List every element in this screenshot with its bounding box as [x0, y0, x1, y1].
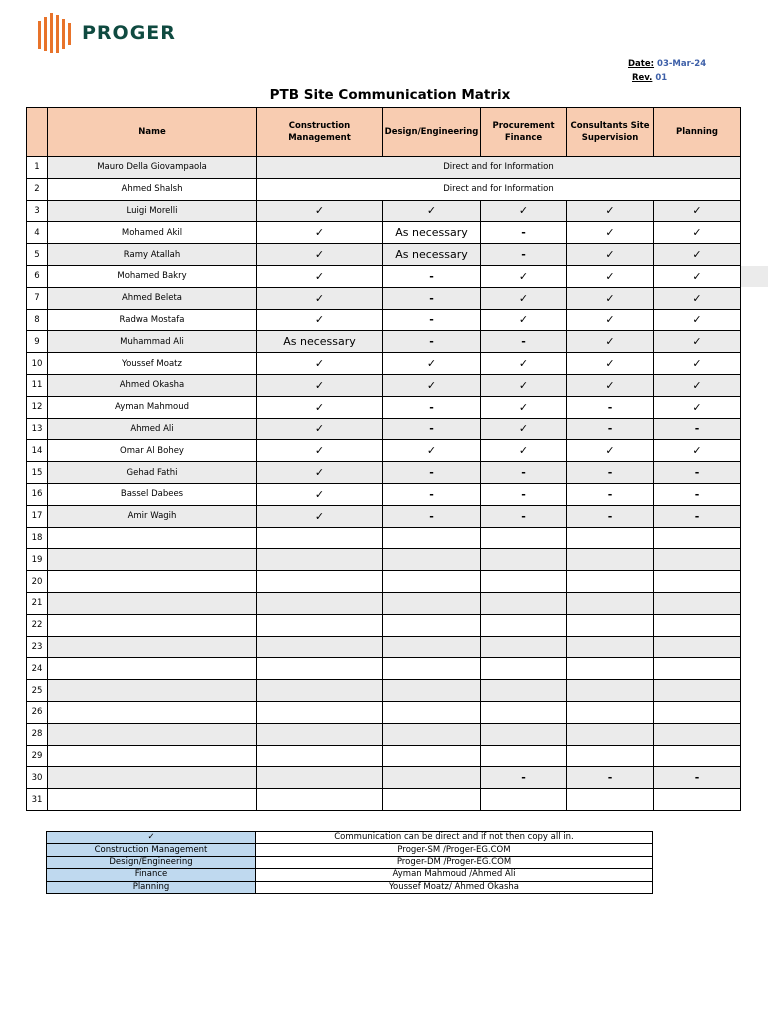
- table-row: [27, 571, 741, 593]
- cell-consultants-site-supervision: [567, 592, 654, 614]
- cell-planning: ✓: [654, 244, 741, 266]
- cell-construction-management: [257, 527, 383, 549]
- cell-consultants-site-supervision: ✓: [567, 374, 654, 396]
- table-row: [27, 592, 741, 614]
- row-number: 29: [27, 745, 48, 767]
- date-line: [628, 59, 706, 69]
- person-name: Ramy Atallah: [48, 244, 257, 266]
- table-row: [27, 767, 741, 789]
- table-row: [27, 701, 741, 723]
- cell-procurement-finance: -: [481, 767, 567, 789]
- merged-cell: Direct and for Information: [257, 157, 741, 179]
- header-construction-management: Construction Management: [257, 108, 383, 157]
- cell-planning: [654, 723, 741, 745]
- row-number: 10: [27, 353, 48, 375]
- cell-construction-management: ✓: [257, 244, 383, 266]
- cell-planning: -: [654, 418, 741, 440]
- cell-design-engineering: -: [383, 505, 481, 527]
- cell-consultants-site-supervision: ✓: [567, 265, 654, 287]
- person-name: [48, 789, 257, 811]
- header-number: [27, 108, 48, 157]
- cell-construction-management: [257, 701, 383, 723]
- cell-design-engineering: -: [383, 483, 481, 505]
- cell-construction-management: [257, 767, 383, 789]
- row-number: 16: [27, 483, 48, 505]
- cell-design-engineering: [383, 680, 481, 702]
- legend-key: Design/Engineering: [47, 856, 256, 868]
- cell-consultants-site-supervision: ✓: [567, 287, 654, 309]
- cell-procurement-finance: [481, 680, 567, 702]
- person-name: [48, 527, 257, 549]
- header-procurement-finance: Procurement Finance: [481, 108, 567, 157]
- cell-consultants-site-supervision: -: [567, 462, 654, 484]
- cell-consultants-site-supervision: -: [567, 418, 654, 440]
- cell-planning: [654, 636, 741, 658]
- cell-planning: [654, 614, 741, 636]
- person-name: Mauro Della Giovampaola: [48, 157, 257, 179]
- legend-value: Youssef Moatz/ Ahmed Okasha: [256, 881, 653, 893]
- cell-construction-management: ✓: [257, 483, 383, 505]
- cell-procurement-finance: -: [481, 483, 567, 505]
- row-number: 1: [27, 157, 48, 179]
- cell-consultants-site-supervision: ✓: [567, 353, 654, 375]
- cell-procurement-finance: [481, 571, 567, 593]
- cell-planning: ✓: [654, 287, 741, 309]
- cell-construction-management: ✓: [257, 222, 383, 244]
- row-number: 26: [27, 701, 48, 723]
- cell-design-engineering: [383, 571, 481, 593]
- cell-design-engineering: ✓: [383, 200, 481, 222]
- table-row: [27, 527, 741, 549]
- rev-label: Rev.: [632, 73, 653, 83]
- cell-planning: -: [654, 767, 741, 789]
- cell-construction-management: [257, 658, 383, 680]
- cell-procurement-finance: [481, 723, 567, 745]
- table-row: [27, 418, 741, 440]
- cell-design-engineering: [383, 767, 481, 789]
- legend-key: ✓: [47, 832, 256, 844]
- cell-procurement-finance: [481, 701, 567, 723]
- cell-design-engineering: -: [383, 287, 481, 309]
- person-name: Ahmed Shalsh: [48, 178, 257, 200]
- cell-design-engineering: As necessary: [383, 222, 481, 244]
- cell-planning: -: [654, 462, 741, 484]
- cell-consultants-site-supervision: [567, 614, 654, 636]
- date-value: 03-Mar-24: [657, 59, 707, 69]
- cell-consultants-site-supervision: ✓: [567, 200, 654, 222]
- cell-procurement-finance: ✓: [481, 353, 567, 375]
- brand-name: PROGER: [82, 22, 176, 44]
- cell-consultants-site-supervision: [567, 701, 654, 723]
- row-number: 11: [27, 374, 48, 396]
- proger-logo-icon: [38, 13, 72, 53]
- table-row: [27, 222, 741, 244]
- cell-design-engineering: -: [383, 309, 481, 331]
- person-name: Bassel Dabees: [48, 483, 257, 505]
- cell-procurement-finance: [481, 789, 567, 811]
- person-name: Amir Wagih: [48, 505, 257, 527]
- cell-design-engineering: -: [383, 331, 481, 353]
- legend-value: Proger-SM /Proger-EG.COM: [256, 844, 653, 856]
- row-number: 6: [27, 265, 48, 287]
- cell-construction-management: ✓: [257, 309, 383, 331]
- cell-consultants-site-supervision: ✓: [567, 440, 654, 462]
- row-number: 21: [27, 592, 48, 614]
- row-number: 25: [27, 680, 48, 702]
- table-row: [27, 265, 741, 287]
- row-number: 7: [27, 287, 48, 309]
- table-row: [27, 309, 741, 331]
- rev-line: [632, 73, 667, 83]
- page-title: PTB Site Communication Matrix: [269, 87, 511, 103]
- cell-consultants-site-supervision: -: [567, 483, 654, 505]
- row-number: 18: [27, 527, 48, 549]
- row-number: 23: [27, 636, 48, 658]
- cell-procurement-finance: ✓: [481, 418, 567, 440]
- cell-construction-management: [257, 592, 383, 614]
- cell-consultants-site-supervision: -: [567, 396, 654, 418]
- cell-planning: [654, 527, 741, 549]
- legend-row: [47, 881, 653, 893]
- cell-consultants-site-supervision: [567, 571, 654, 593]
- cell-design-engineering: -: [383, 265, 481, 287]
- cell-construction-management: ✓: [257, 374, 383, 396]
- person-name: Muhammad Ali: [48, 331, 257, 353]
- person-name: Mohamed Bakry: [48, 265, 257, 287]
- row-number: 15: [27, 462, 48, 484]
- row-number: 14: [27, 440, 48, 462]
- cell-planning: ✓: [654, 353, 741, 375]
- date-label: Date:: [628, 59, 655, 69]
- row-number: 4: [27, 222, 48, 244]
- cell-design-engineering: [383, 527, 481, 549]
- legend-key: Planning: [47, 881, 256, 893]
- table-row: [27, 178, 741, 200]
- cell-planning: ✓: [654, 265, 741, 287]
- row-number: 31: [27, 789, 48, 811]
- cell-design-engineering: -: [383, 418, 481, 440]
- cell-design-engineering: [383, 592, 481, 614]
- cell-procurement-finance: -: [481, 222, 567, 244]
- cell-planning: -: [654, 505, 741, 527]
- cell-construction-management: [257, 680, 383, 702]
- cell-design-engineering: [383, 614, 481, 636]
- row-number: 12: [27, 396, 48, 418]
- cell-design-engineering: ✓: [383, 374, 481, 396]
- table-row: [27, 462, 741, 484]
- cell-consultants-site-supervision: -: [567, 767, 654, 789]
- cell-design-engineering: [383, 789, 481, 811]
- rev-value: 01: [655, 73, 668, 83]
- person-name: [48, 571, 257, 593]
- legend-table: [46, 831, 653, 894]
- cell-consultants-site-supervision: [567, 789, 654, 811]
- legend-value: Ayman Mahmoud /Ahmed Ali: [256, 869, 653, 881]
- cell-planning: [654, 745, 741, 767]
- legend-row: [47, 856, 653, 868]
- cell-construction-management: [257, 723, 383, 745]
- cell-planning: ✓: [654, 396, 741, 418]
- cell-planning: ✓: [654, 331, 741, 353]
- legend-row: [47, 832, 653, 844]
- row-number: 22: [27, 614, 48, 636]
- table-row: [27, 680, 741, 702]
- row-number: 9: [27, 331, 48, 353]
- header-name: Name: [48, 108, 257, 157]
- cell-construction-management: ✓: [257, 440, 383, 462]
- cell-consultants-site-supervision: [567, 745, 654, 767]
- cell-planning: [654, 658, 741, 680]
- row-number: 3: [27, 200, 48, 222]
- cell-design-engineering: ✓: [383, 440, 481, 462]
- cell-construction-management: [257, 614, 383, 636]
- header-consultants-site-supervision: Consultants Site Supervision: [567, 108, 654, 157]
- cell-procurement-finance: ✓: [481, 309, 567, 331]
- table-row: [27, 440, 741, 462]
- legend-key: Finance: [47, 869, 256, 881]
- table-row: [27, 789, 741, 811]
- row-number: 5: [27, 244, 48, 266]
- cell-procurement-finance: ✓: [481, 287, 567, 309]
- cell-design-engineering: [383, 658, 481, 680]
- table-row: [27, 353, 741, 375]
- row-number: 30: [27, 767, 48, 789]
- person-name: Gehad Fathi: [48, 462, 257, 484]
- row-number: 20: [27, 571, 48, 593]
- cell-construction-management: [257, 549, 383, 571]
- cell-planning: [654, 549, 741, 571]
- cell-consultants-site-supervision: ✓: [567, 331, 654, 353]
- table-row: [27, 287, 741, 309]
- cell-planning: ✓: [654, 309, 741, 331]
- table-row: [27, 658, 741, 680]
- row-number: 8: [27, 309, 48, 331]
- table-row: [27, 614, 741, 636]
- person-name: [48, 767, 257, 789]
- legend-row: [47, 869, 653, 881]
- person-name: Ahmed Beleta: [48, 287, 257, 309]
- cell-design-engineering: -: [383, 462, 481, 484]
- person-name: [48, 723, 257, 745]
- cell-construction-management: ✓: [257, 396, 383, 418]
- cell-procurement-finance: ✓: [481, 374, 567, 396]
- row-number: 17: [27, 505, 48, 527]
- legend-value: Proger-DM /Proger-EG.COM: [256, 856, 653, 868]
- cell-construction-management: ✓: [257, 462, 383, 484]
- cell-consultants-site-supervision: ✓: [567, 309, 654, 331]
- cell-consultants-site-supervision: [567, 680, 654, 702]
- proger-logo: [38, 13, 176, 53]
- cell-planning: [654, 592, 741, 614]
- table-row: [27, 244, 741, 266]
- person-name: [48, 614, 257, 636]
- person-name: [48, 549, 257, 571]
- cell-design-engineering: [383, 549, 481, 571]
- cell-consultants-site-supervision: [567, 636, 654, 658]
- cell-design-engineering: ✓: [383, 353, 481, 375]
- header-planning: Planning: [654, 108, 741, 157]
- person-name: [48, 658, 257, 680]
- cell-construction-management: [257, 571, 383, 593]
- table-row: [27, 745, 741, 767]
- cell-procurement-finance: [481, 592, 567, 614]
- cell-construction-management: [257, 745, 383, 767]
- cell-procurement-finance: -: [481, 244, 567, 266]
- table-row: [27, 505, 741, 527]
- cell-planning: ✓: [654, 374, 741, 396]
- cell-consultants-site-supervision: [567, 723, 654, 745]
- person-name: [48, 680, 257, 702]
- edge-strip: [741, 266, 768, 287]
- cell-construction-management: ✓: [257, 287, 383, 309]
- table-row: [27, 549, 741, 571]
- cell-procurement-finance: [481, 636, 567, 658]
- cell-construction-management: ✓: [257, 353, 383, 375]
- person-name: Mohamed Akil: [48, 222, 257, 244]
- cell-procurement-finance: -: [481, 462, 567, 484]
- cell-consultants-site-supervision: -: [567, 505, 654, 527]
- legend-value: Communication can be direct and if not then copy all in.: [256, 832, 653, 844]
- person-name: Ayman Mahmoud: [48, 396, 257, 418]
- row-number: 13: [27, 418, 48, 440]
- cell-procurement-finance: [481, 745, 567, 767]
- person-name: Ahmed Okasha: [48, 374, 257, 396]
- cell-planning: [654, 680, 741, 702]
- cell-construction-management: ✓: [257, 200, 383, 222]
- row-number: 19: [27, 549, 48, 571]
- cell-planning: [654, 789, 741, 811]
- table-row: [27, 723, 741, 745]
- cell-construction-management: ✓: [257, 505, 383, 527]
- person-name: [48, 745, 257, 767]
- communication-matrix: [26, 107, 741, 811]
- person-name: [48, 701, 257, 723]
- table-row: [27, 200, 741, 222]
- cell-procurement-finance: [481, 549, 567, 571]
- cell-design-engineering: As necessary: [383, 244, 481, 266]
- row-number: 2: [27, 178, 48, 200]
- cell-design-engineering: [383, 723, 481, 745]
- cell-procurement-finance: [481, 614, 567, 636]
- cell-procurement-finance: ✓: [481, 265, 567, 287]
- header-design-engineering: Design/Engineering: [383, 108, 481, 157]
- cell-planning: ✓: [654, 440, 741, 462]
- cell-consultants-site-supervision: ✓: [567, 222, 654, 244]
- table-row: [27, 374, 741, 396]
- cell-design-engineering: [383, 636, 481, 658]
- cell-consultants-site-supervision: [567, 658, 654, 680]
- cell-planning: [654, 571, 741, 593]
- cell-procurement-finance: ✓: [481, 396, 567, 418]
- table-row: [27, 396, 741, 418]
- cell-consultants-site-supervision: [567, 549, 654, 571]
- merged-cell: Direct and for Information: [257, 178, 741, 200]
- cell-construction-management: [257, 636, 383, 658]
- legend-key: Construction Management: [47, 844, 256, 856]
- row-number: 24: [27, 658, 48, 680]
- table-row: [27, 636, 741, 658]
- cell-design-engineering: [383, 745, 481, 767]
- cell-procurement-finance: -: [481, 331, 567, 353]
- person-name: Luigi Morelli: [48, 200, 257, 222]
- table-row: [27, 483, 741, 505]
- cell-procurement-finance: -: [481, 505, 567, 527]
- cell-consultants-site-supervision: ✓: [567, 244, 654, 266]
- cell-planning: ✓: [654, 222, 741, 244]
- table-row: [27, 331, 741, 353]
- person-name: [48, 636, 257, 658]
- row-number: 28: [27, 723, 48, 745]
- cell-design-engineering: -: [383, 396, 481, 418]
- cell-design-engineering: [383, 701, 481, 723]
- cell-planning: ✓: [654, 200, 741, 222]
- cell-planning: -: [654, 483, 741, 505]
- cell-planning: [654, 701, 741, 723]
- cell-procurement-finance: ✓: [481, 200, 567, 222]
- cell-procurement-finance: [481, 527, 567, 549]
- cell-consultants-site-supervision: [567, 527, 654, 549]
- person-name: Omar Al Bohey: [48, 440, 257, 462]
- person-name: Ahmed Ali: [48, 418, 257, 440]
- table-row: [27, 157, 741, 179]
- person-name: [48, 592, 257, 614]
- cell-procurement-finance: [481, 658, 567, 680]
- cell-procurement-finance: ✓: [481, 440, 567, 462]
- person-name: Youssef Moatz: [48, 353, 257, 375]
- cell-construction-management: As necessary: [257, 331, 383, 353]
- cell-construction-management: [257, 789, 383, 811]
- cell-construction-management: ✓: [257, 265, 383, 287]
- legend-row: [47, 844, 653, 856]
- person-name: Radwa Mostafa: [48, 309, 257, 331]
- cell-construction-management: ✓: [257, 418, 383, 440]
- header-row: [27, 108, 741, 157]
